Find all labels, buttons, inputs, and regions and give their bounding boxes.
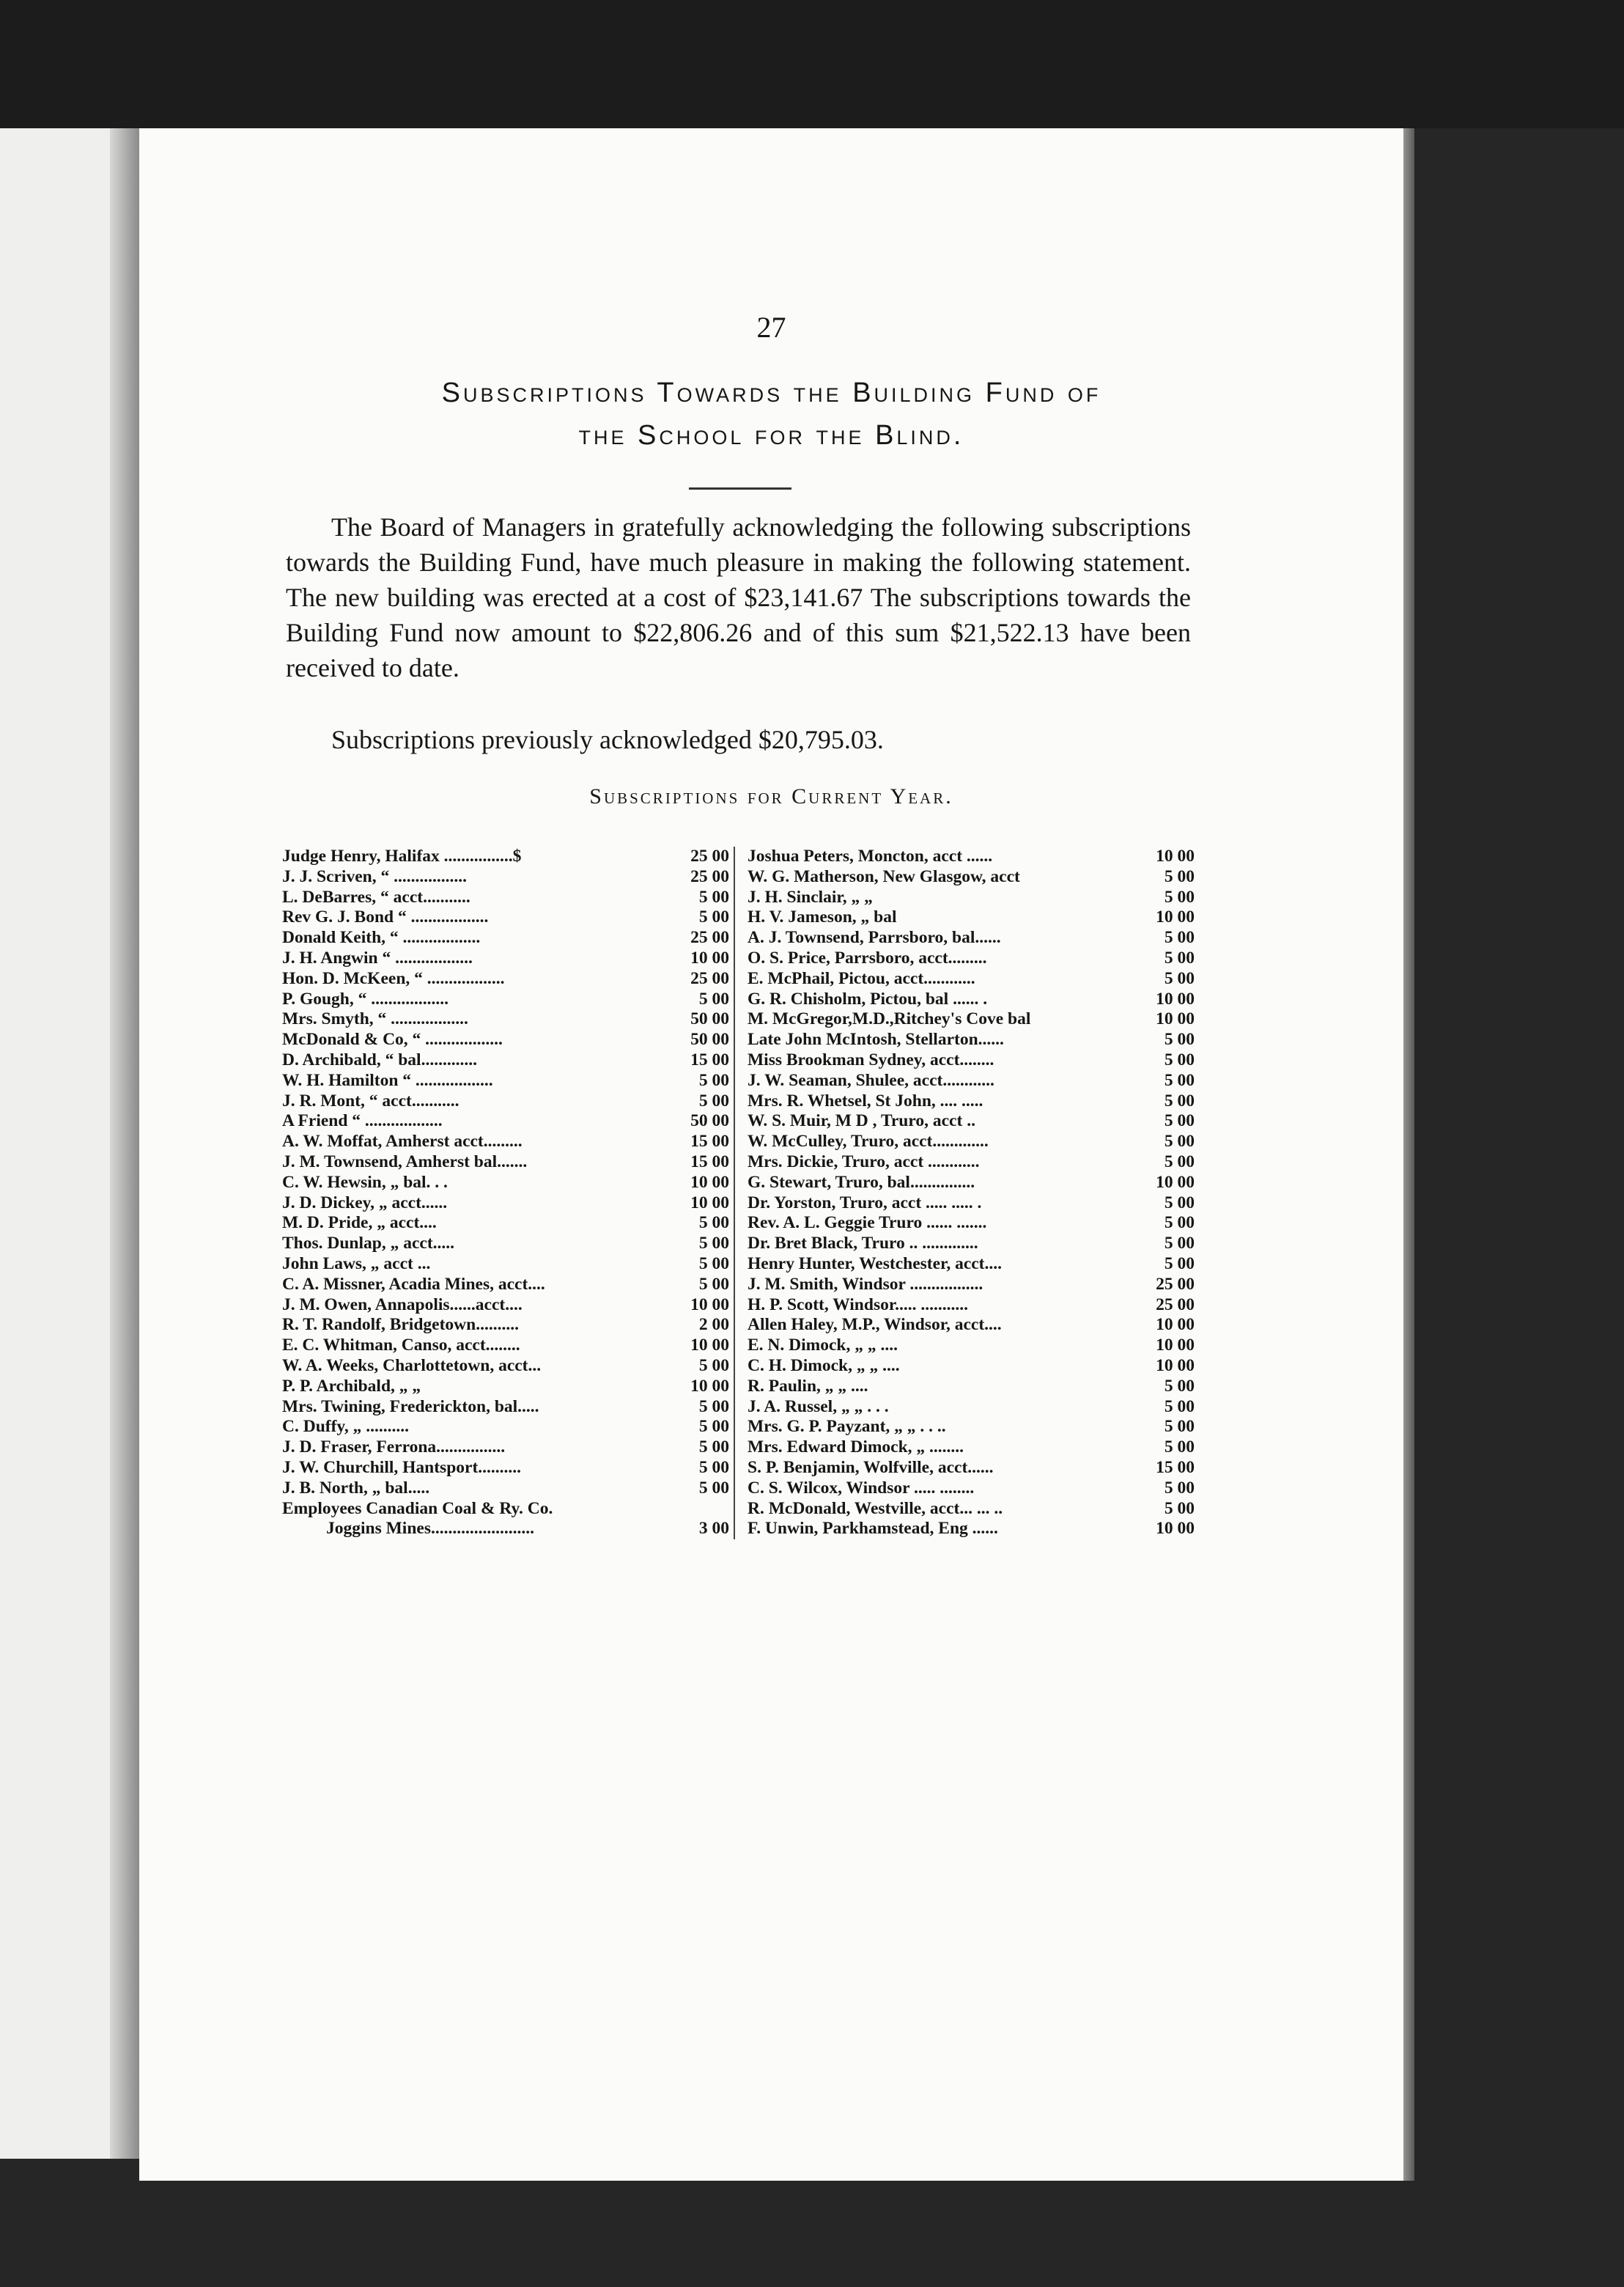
subscriber-name: G. Stewart, Truro, bal............... [748,1172,975,1192]
subscription-amount: 5 00 [1164,1193,1195,1212]
subscription-amount: 5 00 [698,1274,729,1294]
subscription-amount: 10 00 [690,1376,729,1396]
page-number: 27 [756,311,786,344]
subscription-amount: 25 00 [690,928,729,948]
subscription-row [282,1009,729,1030]
subscription-amount: 5 00 [698,1070,729,1090]
subscription-row [748,847,1195,867]
subscription-amount: 10 00 [1156,1519,1195,1539]
subscription-amount: 15 00 [1156,1457,1195,1477]
subscription-amount: 5 00 [1164,968,1195,988]
subscriber-name: J. J. Scriven, “ ................. [282,866,467,886]
subscriber-name: E. McPhail, Pictou, acct............ [748,968,975,988]
scan-background [0,0,1624,128]
subscriber-name: Hon. D. McKeen, “ .................. [282,968,505,988]
subscription-amount: 50 00 [690,1009,729,1029]
subscription-row [748,888,1195,908]
subscriber-name: Miss Brookman Sydney, acct........ [748,1050,994,1069]
subscription-row [282,928,729,949]
subscriber-name: E. N. Dimock, „ „ .... [748,1336,898,1355]
subscription-amount: 15 00 [690,1152,729,1171]
facing-page-edge [0,128,128,2159]
subscriber-name: J. W. Seaman, Shulee, acct............ [748,1070,994,1090]
title-line-1: Subscriptions Towards the Building Fund of [441,378,1101,408]
subscription-amount: 10 00 [1156,847,1195,866]
subscription-row [748,1519,1195,1539]
subscription-row [748,1377,1195,1397]
subscription-amount: 5 00 [698,907,729,927]
subscriber-name: Rev G. J. Bond “ .................. [282,907,489,927]
subscriber-name: A Friend “ .................. [282,1111,443,1131]
subscription-amount: 25 00 [690,968,729,988]
subscriber-name: Mrs. R. Whetsel, St John, .... ..... [748,1091,983,1111]
subscription-row [748,1336,1195,1356]
subscription-amount: 10 00 [690,1295,729,1314]
subscriptions-right-column [748,847,1195,1539]
subscription-row [748,1478,1195,1499]
subscriber-name: Mrs. Twining, Frederickton, bal..... [282,1396,539,1416]
subscription-row [282,1356,729,1377]
subscription-amount: 5 00 [1164,1050,1195,1069]
subscription-row [282,1336,729,1356]
subscription-row [282,949,729,969]
subscription-row [748,1315,1195,1336]
subscription-amount: 5 00 [1164,1152,1195,1171]
subscription-amount: 5 00 [698,1091,729,1111]
subscriber-name: R. Paulin, „ „ .... [748,1376,868,1396]
subscription-amount: 5 00 [1164,1478,1195,1498]
subscription-row [282,1071,729,1091]
subscription-amount: 25 00 [690,847,729,866]
subscription-row [282,888,729,908]
subscription-row [282,1030,729,1050]
subscription-amount [678,1499,729,1520]
subscription-row [282,1519,729,1539]
subscription-amount: 5 00 [1164,1111,1195,1131]
subscription-amount: 5 00 [698,1253,729,1273]
subscription-amount: 5 00 [1164,1070,1195,1090]
subscription-row [282,1254,729,1275]
subscriber-name: F. Unwin, Parkhamstead, Eng ...... [748,1519,998,1539]
subscriber-name: O. S. Price, Parrsboro, acct......... [748,948,987,968]
subscriber-name: W. H. Hamilton “ .................. [282,1070,493,1090]
subscription-amount: 5 00 [1164,1253,1195,1273]
subscriber-name: M. D. Pride, „ acct.... [282,1213,437,1233]
subscription-amount: 5 00 [1164,1417,1195,1437]
subscriber-name: Allen Haley, M.P., Windsor, acct.... [748,1315,1002,1335]
subscription-amount: 25 00 [690,866,729,886]
subscriber-name: Joshua Peters, Moncton, acct ...... [748,847,993,866]
subscriber-name: Mrs. Smyth, “ .................. [282,1009,468,1029]
subscription-amount: 10 00 [1156,1336,1195,1355]
subscriber-name: L. DeBarres, “ acct........... [282,887,470,907]
subscriber-name: Mrs. Dickie, Truro, acct ............ [748,1152,980,1171]
subscription-amount: 10 00 [690,1336,729,1355]
subscriber-name: Dr. Bret Black, Truro .. ............. [748,1234,978,1253]
subscriber-name: G. R. Chisholm, Pictou, bal ...... . [748,989,988,1009]
subscriber-name: Mrs. G. P. Payzant, „ „ . . .. [748,1417,946,1437]
subscriber-name: W. S. Muir, M D , Truro, acct .. [748,1111,975,1131]
title-line-2: the School for the Blind. [578,420,964,451]
subscription-row [748,1458,1195,1478]
subscription-amount: 5 00 [698,887,729,907]
subscription-row [282,1478,729,1499]
subscriber-name: Employees Canadian Coal & Ry. Co. [282,1498,553,1518]
subscriber-name: J. M. Owen, Annapolis......acct.... [282,1295,523,1314]
subscription-amount: 5 00 [698,1457,729,1477]
subscription-row [282,1295,729,1316]
subscription-amount: 5 00 [1164,1213,1195,1233]
subscriber-name: W. G. Matherson, New Glasgow, acct [748,866,1020,886]
subscription-amount: 5 00 [1164,1396,1195,1416]
subscriber-name: C. W. Hewsin, „ bal. . . [282,1172,448,1192]
subscription-row [282,907,729,928]
subscriber-name: W. A. Weeks, Charlottetown, acct... [282,1355,542,1375]
subscription-amount: 5 00 [1164,928,1195,948]
subscription-amount: 10 00 [690,1193,729,1212]
subscription-row [748,1132,1195,1152]
subscriber-name: S. P. Benjamin, Wolfville, acct...... [748,1457,994,1477]
subscription-row [282,1458,729,1478]
subscription-row [748,1437,1195,1458]
subscription-amount: 50 00 [690,1030,729,1050]
subscriber-name: J. R. Mont, “ acct........... [282,1091,459,1111]
subscription-row [748,1356,1195,1377]
subscription-amount: 10 00 [690,948,729,968]
subscriber-name: P. P. Archibald, „ „ [282,1376,421,1396]
subscriber-name: J. W. Churchill, Hantsport.......... [282,1457,522,1477]
subscription-row [748,969,1195,990]
subscription-row [282,1275,729,1295]
subscription-amount: 5 00 [1164,866,1195,886]
subscription-row [748,1111,1195,1132]
subscription-amount: 10 00 [1156,1009,1195,1029]
subscription-row [282,1397,729,1418]
subscriber-name: Judge Henry, Halifax ................$ [282,847,522,866]
subscription-row [748,1152,1195,1173]
subscription-row [748,1397,1195,1418]
subscription-amount: 3 00 [698,1519,729,1539]
subscription-amount: 10 00 [1156,1355,1195,1375]
subscription-row [282,1499,729,1520]
subscriber-name: Dr. Yorston, Truro, acct ..... ..... . [748,1193,982,1212]
intro-paragraph: The Board of Managers in gratefully acknowledging the following subscriptions towards the Building Fund, have much pleasure in making the following statement. The new building was erected at a cost of $23,141.67 The subscriptions towards the Building Fund now amount to $22,806.26 and of this sum $21,522.13 have been received to date. [286,512,1191,682]
subscriber-name: H. P. Scott, Windsor..... ........... [748,1295,968,1314]
subscription-amount: 10 00 [690,1172,729,1192]
subscriber-name: C. H. Dimock, „ „ .... [748,1355,900,1375]
subscriber-name: J. D. Dickey, „ acct...... [282,1193,448,1212]
subscription-row [748,1050,1195,1071]
previously-acknowledged: Subscriptions previously acknowledged $20,795.03. [331,725,884,754]
subscription-amount: 5 00 [1164,1132,1195,1152]
subscription-amount: 5 00 [1164,1498,1195,1518]
subscriber-name: Henry Hunter, Westchester, acct.... [748,1253,1003,1273]
subscriber-name: Late John McIntosh, Stellarton...... [748,1030,1004,1050]
subscription-row [748,1091,1195,1112]
subscription-row [748,1295,1195,1316]
subscription-row [282,1437,729,1458]
subscription-row [282,1132,729,1152]
subscription-row [282,1315,729,1336]
subscription-amount: 5 00 [1164,1376,1195,1396]
subscriber-name: Mrs. Edward Dimock, „ ........ [748,1437,964,1457]
subscriber-name: A. W. Moffat, Amherst acct......... [282,1132,523,1152]
subscriber-name: M. McGregor,M.D.,Ritchey's Cove bal [748,1009,1031,1029]
subscription-row [748,1193,1195,1214]
subscriber-name: E. C. Whitman, Canso, acct........ [282,1336,520,1355]
subscription-amount: 10 00 [1156,907,1195,927]
subscriber-name: C. S. Wilcox, Windsor ..... ........ [748,1478,975,1498]
subscription-row [282,1152,729,1173]
subscription-row [748,1213,1195,1234]
document-page [139,128,1403,2181]
subscription-row [748,907,1195,928]
subscription-row [282,1377,729,1397]
subscriber-name: Rev. A. L. Geggie Truro ...... ....... [748,1213,987,1233]
document-title [139,372,1403,457]
subscription-row [282,1213,729,1234]
subscription-row [748,1234,1195,1254]
subscription-row [748,928,1195,949]
subscription-amount: 5 00 [698,1355,729,1375]
subscription-row [282,1050,729,1071]
subscription-amount: 25 00 [1156,1274,1195,1294]
subscriber-name: R. McDonald, Westville, acct... ... .. [748,1498,1003,1518]
subscription-row [282,1193,729,1214]
subscription-row [748,1275,1195,1295]
subscription-row [282,847,729,867]
subscription-amount: 5 00 [698,1478,729,1498]
subscription-row [748,1173,1195,1193]
subscription-amount: 5 00 [698,1437,729,1457]
section-subheading: Subscriptions for Current Year. [589,784,953,809]
subscription-row [282,1091,729,1112]
subscription-row [748,990,1195,1010]
subscription-amount: 5 00 [1164,1091,1195,1111]
subscription-row [282,1173,729,1193]
subscription-amount: 5 00 [1164,1030,1195,1050]
subscription-row [748,949,1195,969]
subscription-amount: 10 00 [1156,1315,1195,1335]
subscriber-name: W. McCulley, Truro, acct............. [748,1132,989,1152]
subscription-row [748,1009,1195,1030]
subscriber-name: C. A. Missner, Acadia Mines, acct.... [282,1274,545,1294]
subscription-amount: 5 00 [1164,1234,1195,1253]
subscription-amount: 5 00 [698,1213,729,1233]
subscription-amount: 10 00 [1156,989,1195,1009]
subscription-amount: 5 00 [698,1234,729,1253]
subscriber-name: Donald Keith, “ .................. [282,928,481,948]
subscription-amount: 5 00 [1164,1437,1195,1457]
subscription-row [748,1030,1195,1050]
subscription-amount: 25 00 [1156,1295,1195,1314]
subscription-amount: 5 00 [1164,948,1195,968]
subscription-amount: 2 00 [698,1315,729,1335]
subscription-amount: 5 00 [698,989,729,1009]
subscriber-name: J. A. Russel, „ „ . . . [748,1396,889,1416]
subscription-row [748,1254,1195,1275]
subscription-row [282,969,729,990]
subscriber-name: McDonald & Co, “ .................. [282,1030,503,1050]
subscriptions-left-column [282,847,735,1539]
subscriber-name: D. Archibald, “ bal............. [282,1050,477,1069]
subscriber-name: J. M. Townsend, Amherst bal....... [282,1152,528,1171]
subscription-row [282,1417,729,1437]
subscriber-name: A. J. Townsend, Parrsboro, bal...... [748,928,1001,948]
subscription-amount: 5 00 [698,1396,729,1416]
subscriber-name: J. B. North, „ bal..... [282,1478,430,1498]
subscription-row [748,1417,1195,1437]
subscriber-name: J. H. Angwin “ .................. [282,948,473,968]
subscriber-name: P. Gough, “ .................. [282,989,449,1009]
gutter-shadow [110,128,139,2159]
subscriber-name: Thos. Dunlap, „ acct..... [282,1234,455,1253]
subscription-amount: 15 00 [690,1132,729,1152]
subscription-amount: 5 00 [698,1417,729,1437]
subscriber-name: J. H. Sinclair, „ „ [748,887,873,907]
subscription-row [282,867,729,888]
subscription-row [282,990,729,1010]
subscriber-name: Joggins Mines........................ [326,1519,534,1539]
subscriber-name: John Laws, „ acct ... [282,1253,431,1273]
title-rule [689,487,791,490]
subscription-row [282,1234,729,1254]
subscription-row [748,1499,1195,1520]
subscription-row [282,1111,729,1132]
subscriber-name: H. V. Jameson, „ bal [748,907,897,927]
subscription-amount: 50 00 [690,1111,729,1131]
subscription-row [748,867,1195,888]
subscription-amount: 5 00 [1164,887,1195,907]
subscription-row [748,1071,1195,1091]
subscriber-name: J. D. Fraser, Ferrona................ [282,1437,506,1457]
subscription-amount: 10 00 [1156,1172,1195,1192]
subscriber-name: C. Duffy, „ .......... [282,1417,409,1437]
subscriber-name: R. T. Randolf, Bridgetown.......... [282,1315,519,1335]
subscription-amount: 15 00 [690,1050,729,1069]
subscriber-name: J. M. Smith, Windsor ................. [748,1274,983,1294]
